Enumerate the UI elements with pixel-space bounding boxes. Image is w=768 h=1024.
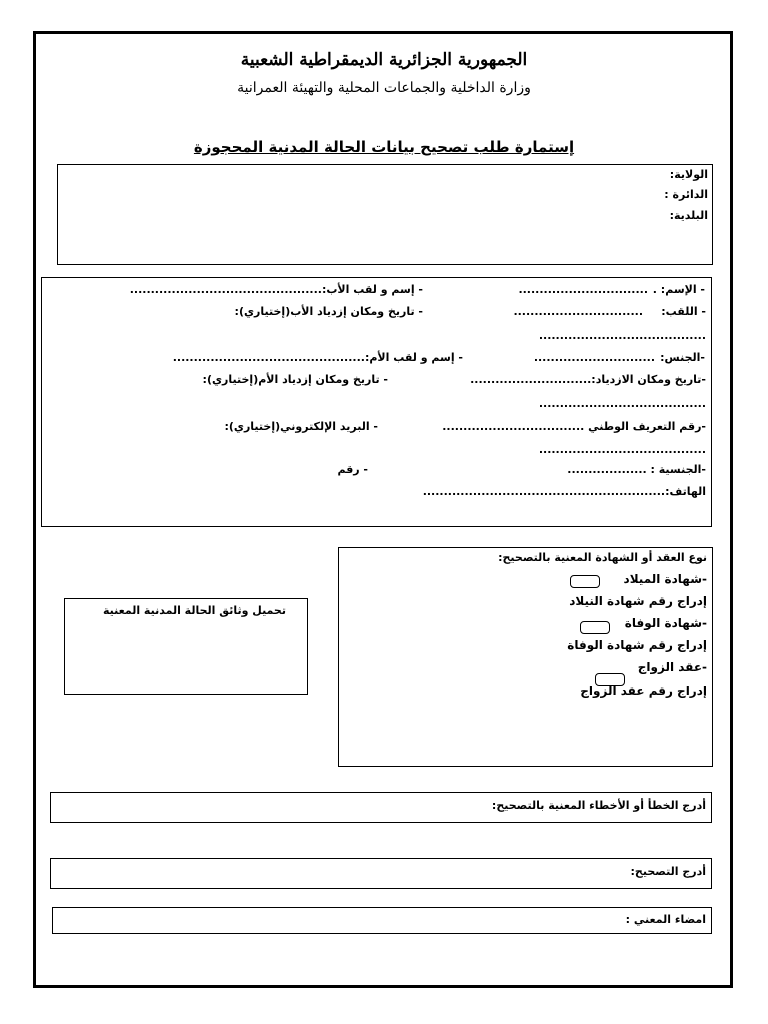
birth-label: -تاريخ ومكان الازدياد:............................. (470, 373, 706, 386)
birth-cert-number-label: إدراج رقم شهادة النيلاد (569, 594, 707, 608)
baladiya-label: البلدية: (669, 209, 708, 222)
surname-dots: ............................... (513, 305, 643, 318)
name-label: - الإسم: . (652, 283, 705, 296)
form-title: إستمارة طلب تصحيح بيانات الحالة المدنية المحجوزة (193, 138, 575, 156)
birth-cert-checkbox[interactable] (570, 575, 600, 588)
dots-line-1: ........................................ (538, 329, 706, 342)
number-label: - رقم (337, 463, 368, 476)
phone-label: الهاتف:.......................................................... (422, 485, 706, 498)
correction-label: أدرج التصحيح: (630, 865, 706, 878)
marriage-cert-number-label: إدراج رقم عقد الزواج (580, 684, 707, 698)
email-label: - البريد الإلكتروني(إختياري): (224, 420, 378, 433)
dots-line-2: ........................................ (538, 397, 706, 410)
nationality-label: -الجنسية : ................... (567, 463, 706, 476)
signature-label: امضاء المعني : (625, 913, 706, 926)
father-name-label: - إسم و لقب الأب:.............................................. (129, 283, 423, 296)
upload-documents-label: تحميل وثائق الحالة المدنية المعنية (102, 604, 286, 617)
birth-cert-label: -شهادة الميلاد (623, 572, 707, 586)
wilaya-label: الولاية: (669, 168, 708, 181)
death-cert-number-label: إدراج رقم شهادة الوفاة (567, 638, 707, 652)
mother-birth-label: - تاريخ ومكان إزدياد الأم(إختياري): (202, 373, 388, 386)
mother-name-label: - إسم و لقب الأم:.............................................. (172, 351, 463, 364)
dots-line-3: ........................................ (538, 443, 706, 456)
death-cert-checkbox[interactable] (580, 621, 610, 634)
correction-box[interactable] (50, 858, 712, 889)
daira-label: الدائرة : (664, 188, 708, 201)
name-dots: ............................... (518, 283, 648, 296)
ministry-heading: وزارة الداخلية والجماعات المحلية والتهيئة العمرانية (237, 80, 531, 96)
location-box (57, 164, 713, 265)
certificate-heading: نوع العقد أو الشهادة المعنية بالتصحيح: (498, 551, 707, 564)
gender-dots: ............................. (533, 351, 655, 364)
father-birth-label: - تاريخ ومكان إزدياد الأب(إختياري): (234, 305, 423, 318)
republic-heading: الجمهورية الجزائرية الديمقراطية الشعبية (240, 50, 528, 70)
signature-box[interactable] (52, 907, 712, 934)
gender-label: -الجنس: (660, 351, 705, 364)
death-cert-label: -شهادة الوفاة (624, 616, 707, 630)
surname-label: - اللقب: (661, 305, 706, 318)
national-id-label: -رقم التعريف الوطني .................................. (442, 420, 706, 433)
marriage-cert-label: -عقد الزواج (637, 660, 707, 674)
errors-label: أدرج الخطأ أو الأخطاء المعنية بالتصحيح: (491, 799, 706, 812)
